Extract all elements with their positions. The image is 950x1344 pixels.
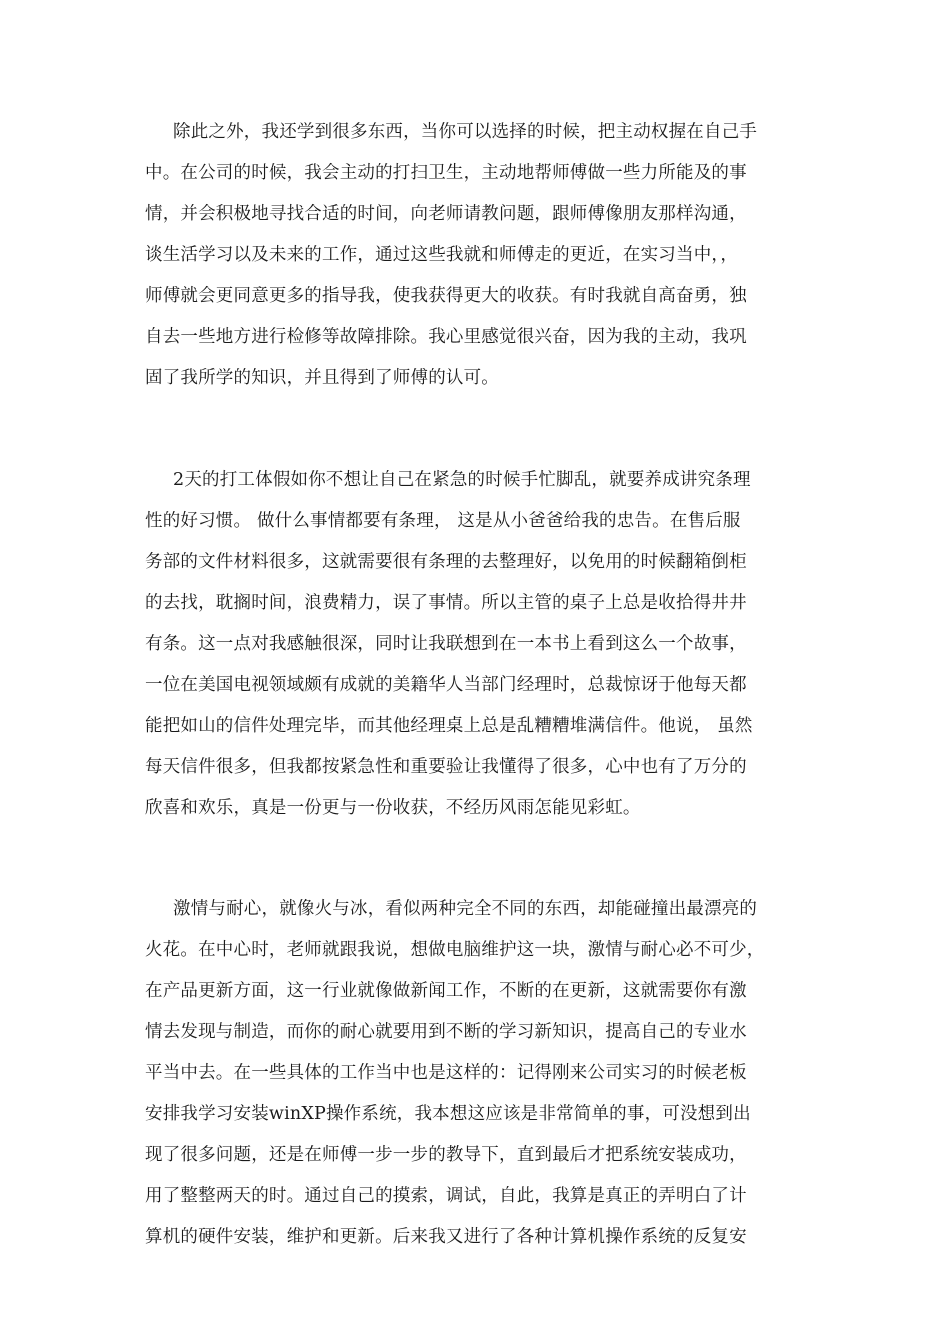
paragraph-line: 除此之外，我还学到很多东西，当你可以选择的时候，把主动权握在自己手 (173, 122, 758, 142)
paragraph-line: 固了我所学的知识，并且得到了师傅的认可。 (145, 368, 499, 388)
paragraph-line: 在产品更新方面，这一行业就像做新闻工作，不断的在更新，这就需要你有激 (145, 981, 747, 1001)
paragraph-line: 师傅就会更同意更多的指导我，使我获得更大的收获。有时我就自高奋勇，独 (145, 286, 747, 306)
paragraph-line: 中。在公司的时候，我会主动的打扫卫生，主动地帮师傅做一些力所能及的事 (145, 163, 747, 183)
paragraph-line: 谈生活学习以及未来的工作，通过这些我就和师傅走的更近，在实习当中，， (145, 245, 739, 265)
paragraph-line: 算机的硬件安装，维护和更新。后来我又进行了各种计算机操作系统的反复安 (145, 1227, 747, 1247)
paragraph-line: 性的好习惯。 做什么事情都要有条理， 这是从小爸爸给我的忠告。在售后服 (145, 511, 741, 531)
paragraph-line: 情，并会积极地寻找合适的时间，向老师请教问题，跟师傅像朋友那样沟通， (145, 204, 747, 224)
paragraph-line: 每天信件很多，但我都按紧急性和重要验让我懂得了很多，心中也有了万分的 (145, 757, 747, 777)
paragraph-line: 火花。在中心时，老师就跟我说，想做电脑维护这一块，激情与耐心必不可少， (145, 940, 765, 960)
paragraph-line: 务部的文件材料很多，这就需要很有条理的去整理好，以免用的时候翻箱倒柜 (145, 552, 747, 572)
paragraph-line: 能把如山的信件处理完毕，而其他经理桌上总是乱糟糟堆满信件。他说， 虽然 (145, 716, 753, 736)
paragraph-line: 现了很多问题，还是在师傅一步一步的教导下，直到最后才把系统安装成功， (145, 1145, 747, 1165)
paragraph-line: 安排我学习安装winXP操作系统，我本想这应该是非常简单的事，可没想到出 (145, 1104, 751, 1124)
paragraph-line: 自去一些地方进行检修等故障排除。我心里感觉很兴奋，因为我的主动，我巩 (145, 327, 747, 347)
paragraph-line: 用了整整两天的时。通过自己的摸索，调试，自此，我算是真正的弄明白了计 (145, 1186, 747, 1206)
paragraph-line: 有条。这一点对我感触很深，同时让我联想到在一本书上看到这么一个故事， (145, 634, 747, 654)
paragraph-line: 情去发现与制造，而你的耐心就要用到不断的学习新知识，提高自己的专业水 (145, 1022, 747, 1042)
paragraph-line: 激情与耐心，就像火与冰，看似两种完全不同的东西，却能碰撞出最漂亮的 (173, 899, 758, 919)
paragraph-line: 的去找，耽搁时间，浪费精力，误了事情。所以主管的桌子上总是收拾得井井 (145, 593, 747, 613)
paragraph-line: 一位在美国电视领域颇有成就的美籍华人当部门经理时，总裁惊讶于他每天都 (145, 675, 747, 695)
paragraph-line: 平当中去。在一些具体的工作当中也是这样的：记得刚来公司实习的时候老板 (145, 1063, 747, 1083)
paragraph-line: 2天的打工体假如你不想让自己在紧急的时候手忙脚乱，就要养成讲究条理 (173, 470, 751, 490)
paragraph-line: 欣喜和欢乐，真是一份更与一份收获，不经历风雨怎能见彩虹。 (145, 798, 641, 818)
